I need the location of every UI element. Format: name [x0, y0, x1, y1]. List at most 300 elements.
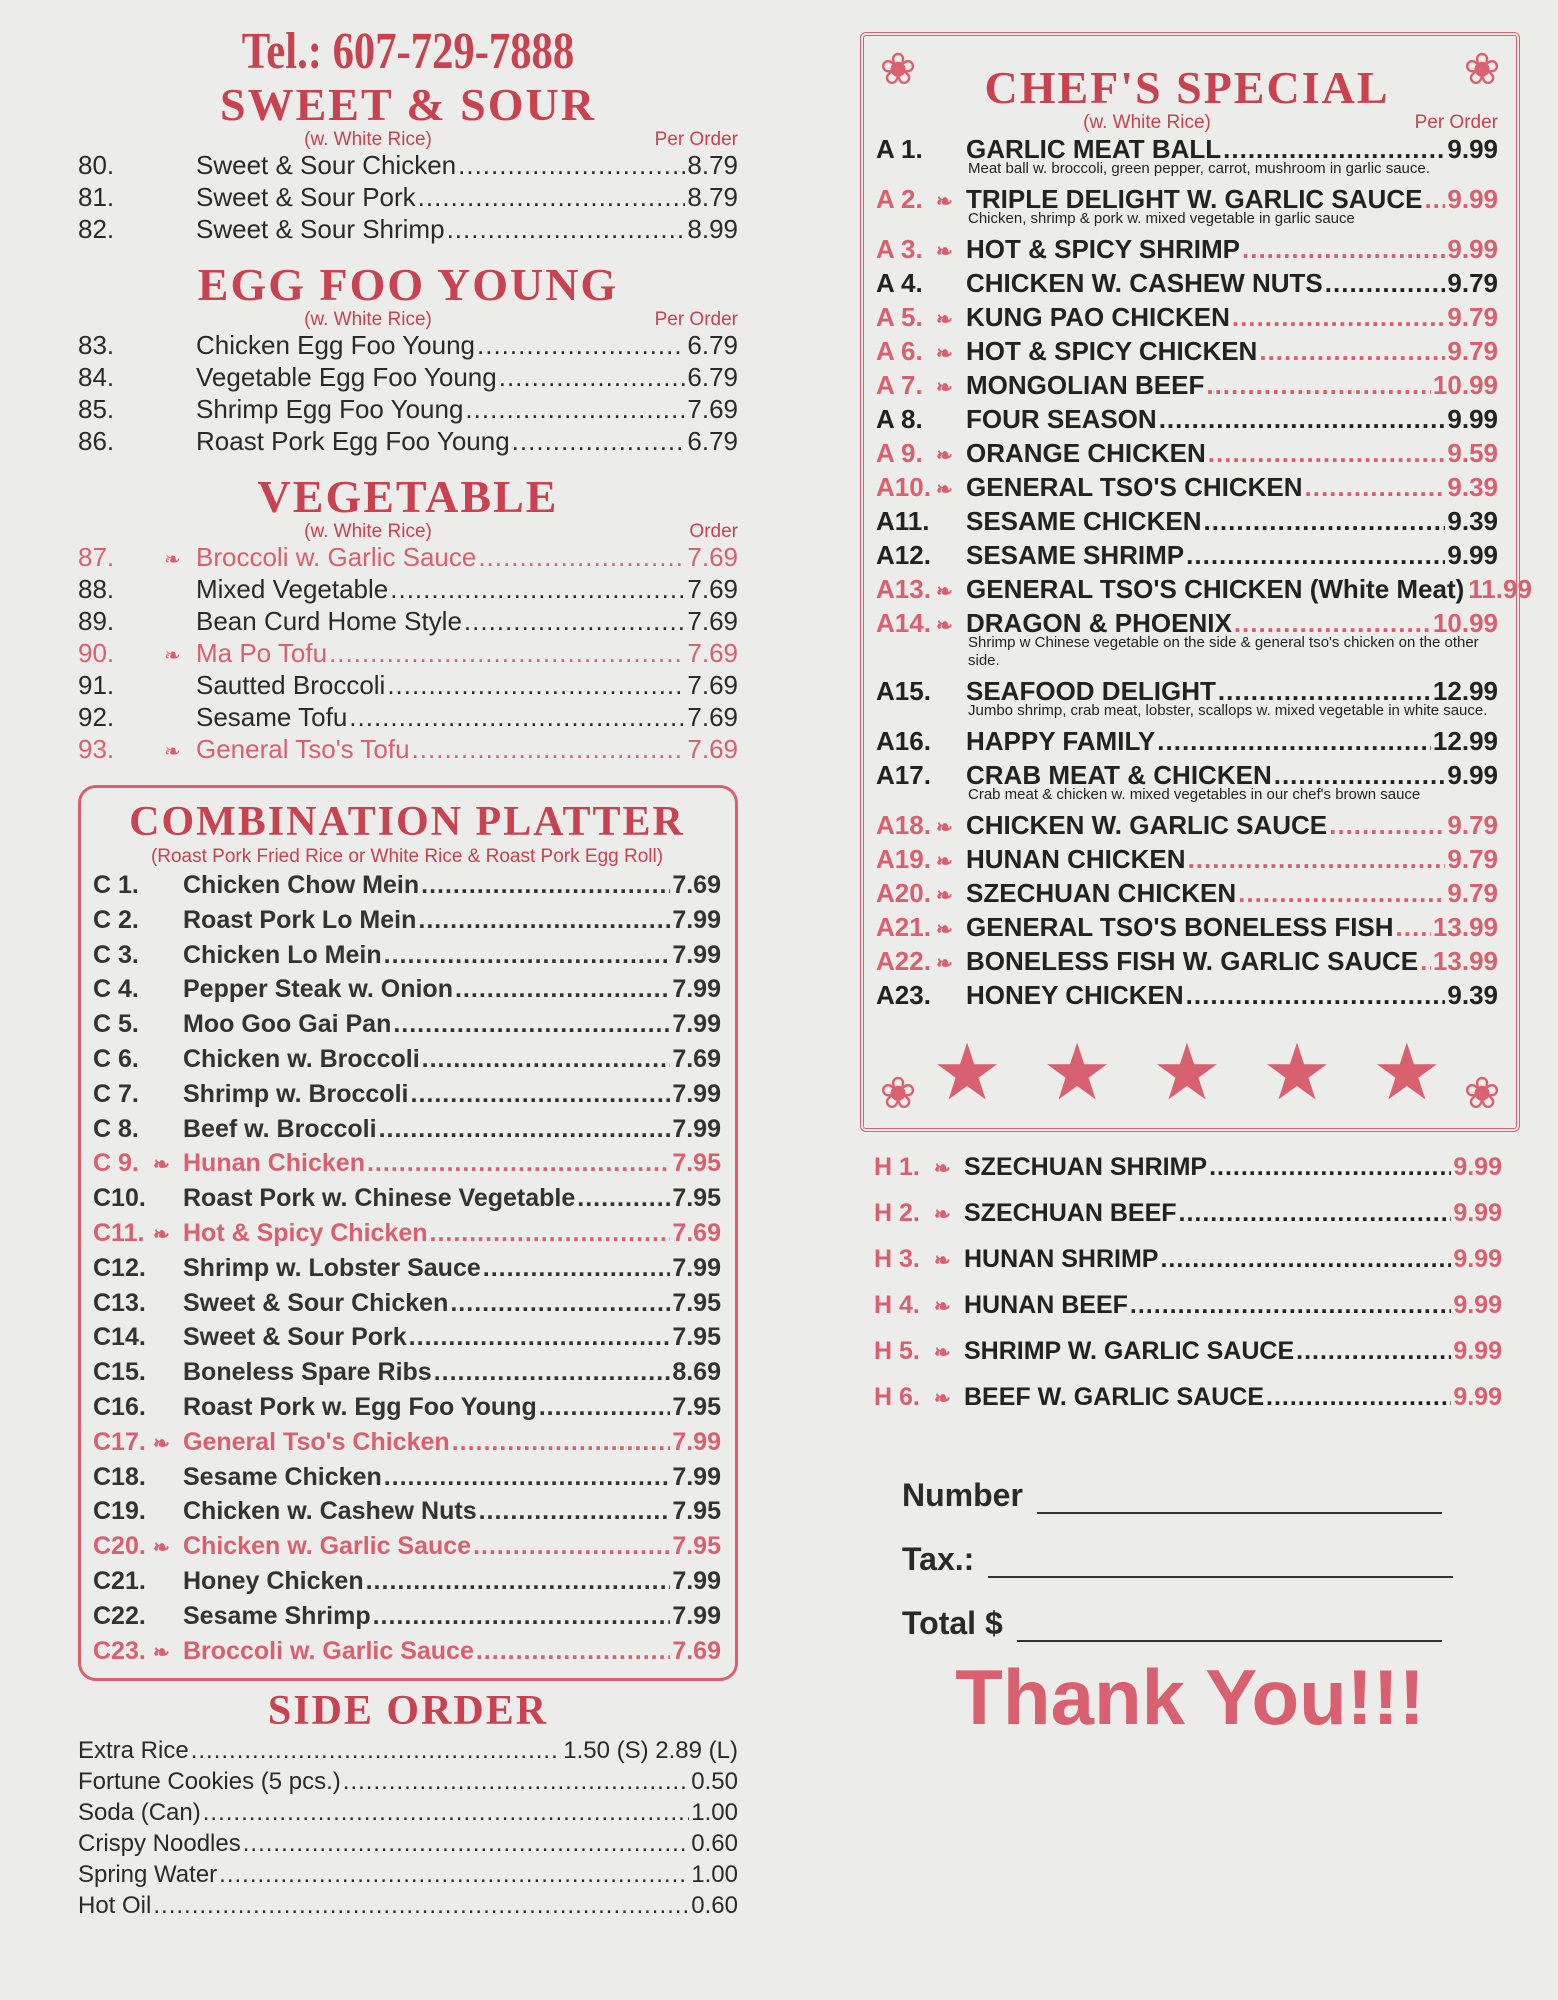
leader-dots [409, 1320, 671, 1355]
side-order-section [78, 1687, 738, 1921]
pepper-icon: ❧ [936, 851, 953, 873]
leader-dots [367, 1146, 670, 1181]
left-column [78, 0, 738, 1921]
leader-dots [219, 1859, 689, 1890]
item-number: H 1. [874, 1153, 920, 1181]
pepper-icon: ❧ [934, 1296, 951, 1318]
pepper-icon: ❧ [153, 1223, 170, 1246]
menu-item [93, 1320, 721, 1355]
item-price: 7.69 [687, 606, 738, 636]
item-name: Sweet & Sour Chicken [183, 1288, 449, 1317]
star-icon: ★ [1152, 1028, 1222, 1116]
item-name: Chicken w. Cashew Nuts [183, 1497, 477, 1526]
menu-item [93, 1216, 721, 1251]
item-price: 7.69 [672, 1218, 721, 1247]
leader-dots [1188, 842, 1446, 876]
item-name: HOT & SPICY SHRIMP [966, 234, 1241, 264]
menu-item [874, 1282, 1502, 1328]
item-price: 7.99 [672, 1462, 721, 1491]
vegetable-section [78, 473, 738, 765]
item-name: Chicken Chow Mein [183, 871, 420, 899]
item-name: BONELESS FISH W. GARLIC SAUCE [966, 946, 1419, 976]
item-number: C12. [93, 1253, 146, 1282]
item-number: C 6. [93, 1044, 139, 1073]
item-number: 86. [78, 426, 115, 456]
item-number: A 1. [876, 134, 923, 164]
item-price: 0.60 [691, 1830, 738, 1858]
menu-item [876, 724, 1498, 758]
leader-dots [349, 701, 685, 733]
leader-dots [1130, 1282, 1451, 1328]
menu-item [93, 1042, 721, 1077]
pepper-icon: ❧ [936, 817, 953, 839]
leader-dots [421, 868, 670, 903]
leader-dots [1232, 300, 1446, 334]
pepper-icon: ❧ [153, 1432, 170, 1455]
item-name: SZECHUAN CHICKEN [966, 878, 1237, 908]
pepper-icon: ❧ [153, 1154, 170, 1177]
item-price: 9.99 [1447, 234, 1498, 264]
item-number: C17. [93, 1427, 146, 1456]
menu-item [78, 573, 738, 605]
star-icon: ★ [1261, 1028, 1332, 1116]
pepper-icon: ❧ [936, 953, 953, 975]
item-price: 13.99 [1432, 912, 1498, 942]
item-price: 7.99 [672, 975, 721, 1004]
item-number: 85. [78, 394, 115, 424]
menu-item [78, 1797, 738, 1828]
item-name: Shrimp w. Broccoli [183, 1079, 409, 1108]
item-name: SEAFOOD DELIGHT [966, 676, 1216, 706]
pepper-icon: ❧ [934, 1158, 951, 1180]
leader-dots [343, 1766, 690, 1797]
leader-dots [577, 1181, 670, 1216]
section-title: EGG FOO YOUNG [197, 259, 619, 310]
leader-dots [512, 425, 686, 457]
menu-item [93, 1286, 721, 1321]
menu-item [78, 1859, 738, 1890]
menu-item [78, 1766, 738, 1797]
item-name: Sweet & Sour Shrimp [196, 214, 445, 244]
ornament-icon: ❀ [1463, 45, 1501, 94]
item-number: A10. [876, 472, 931, 502]
item-number: C23. [93, 1636, 146, 1665]
leader-dots [411, 1077, 671, 1112]
item-number: 84. [78, 362, 115, 392]
menu-item [93, 1007, 721, 1042]
item-name: Roast Pork Egg Foo Young [196, 426, 510, 456]
menu-item [876, 944, 1498, 978]
item-number: 91. [78, 670, 115, 700]
menu-item [78, 1735, 738, 1766]
item-price: 7.69 [687, 542, 738, 572]
menu-item [93, 1494, 721, 1529]
item-name: SZECHUAN SHRIMP [964, 1153, 1208, 1181]
menu-item [874, 1328, 1502, 1374]
item-name: Crispy Noodles [78, 1830, 241, 1858]
item-name: Sweet & Sour Pork [183, 1323, 407, 1352]
menu-item [876, 402, 1498, 436]
item-price: 0.60 [691, 1892, 738, 1920]
item-description: Meat ball w. broccoli, green pepper, carrot, mushroom in garlic sauce. [968, 160, 1430, 177]
item-price: 9.99 [1447, 760, 1498, 790]
menu-item [78, 541, 738, 573]
menu-item [876, 842, 1498, 876]
item-price: 7.99 [672, 905, 721, 934]
section-subtitle: (w. White Rice) [304, 129, 432, 150]
star-icon: ★ [1371, 1028, 1442, 1116]
leader-dots [384, 938, 671, 973]
item-name: Extra Rice [78, 1737, 189, 1765]
total-field[interactable] [1017, 1610, 1442, 1642]
item-name: Shrimp w. Lobster Sauce [183, 1253, 481, 1282]
leader-dots [329, 637, 685, 669]
menu-item [93, 1529, 721, 1564]
per-order-label: Per Order [654, 129, 738, 150]
item-price: 7.69 [672, 871, 721, 899]
item-name: General Tso's Tofu [196, 734, 410, 764]
stars-row [876, 1028, 1498, 1116]
item-name: Sautted Broccoli [196, 670, 386, 700]
item-name: BEEF W. GARLIC SAUCE [964, 1383, 1265, 1411]
item-price: 9.39 [1447, 506, 1498, 536]
menu-item [876, 470, 1498, 504]
combination-platter-box [78, 785, 738, 1681]
section-title: COMBINATION PLATTER [129, 799, 685, 845]
per-order-label: Order [689, 521, 738, 542]
leader-dots [153, 1890, 689, 1921]
pepper-icon: ❧ [936, 445, 953, 467]
menu-item [93, 1251, 721, 1286]
leader-dots [1179, 1190, 1452, 1236]
item-price: 9.39 [1447, 980, 1498, 1010]
item-name: Vegetable Egg Foo Young [196, 362, 497, 392]
item-number: C 2. [93, 905, 139, 934]
right-column [860, 0, 1532, 1743]
menu-item [78, 1890, 738, 1921]
item-number: C 4. [93, 975, 139, 1004]
tax-field[interactable] [988, 1546, 1453, 1578]
ornament-icon: ❀ [879, 1069, 917, 1118]
pepper-icon: ❧ [936, 479, 953, 501]
pepper-icon: ❧ [936, 191, 953, 213]
menu-item [876, 808, 1498, 842]
section-title: SWEET & SOUR [220, 79, 596, 130]
item-name: FOUR SEASON [966, 404, 1157, 434]
item-name: GARLIC MEAT BALL [966, 134, 1222, 164]
item-name: Pepper Steak w. Onion [183, 975, 453, 1004]
item-number: A22. [876, 946, 931, 976]
pepper-icon: ❧ [934, 1388, 951, 1410]
item-name: Mixed Vegetable [196, 574, 389, 604]
leader-dots [478, 541, 685, 573]
leader-dots [1209, 1144, 1451, 1190]
item-number: A19. [876, 844, 931, 874]
item-name: Boneless Spare Ribs [183, 1358, 432, 1387]
leader-dots [243, 1828, 690, 1859]
leader-dots [1238, 876, 1445, 910]
item-name: Shrimp Egg Foo Young [196, 394, 464, 424]
menu-item [93, 1077, 721, 1112]
leader-dots [379, 1112, 671, 1147]
number-field[interactable] [1037, 1482, 1442, 1514]
item-name: TRIPLE DELIGHT W. GARLIC SAUCE [966, 184, 1423, 214]
section-subtitle: (Roast Pork Fried Rice or White Rice & Roast Pork Egg Roll) [150, 846, 664, 867]
item-price: 1.00 [691, 1861, 738, 1889]
leader-dots [1157, 724, 1431, 758]
item-number: C20. [93, 1532, 146, 1561]
item-price: 8.99 [687, 214, 738, 244]
leader-dots [390, 573, 685, 605]
section-subtitle: (w. White Rice) [304, 309, 432, 330]
item-price: 7.99 [672, 1427, 721, 1456]
item-name: KUNG PAO CHICKEN [966, 302, 1230, 332]
menu-item [78, 329, 738, 361]
menu-item [93, 1564, 721, 1599]
leader-dots [1186, 538, 1445, 572]
leader-dots [450, 1286, 670, 1321]
item-price: 7.69 [687, 702, 738, 732]
leader-dots [483, 1251, 671, 1286]
item-price: 1.00 [691, 1799, 738, 1827]
item-number: A 4. [876, 268, 923, 298]
item-price: 9.79 [1447, 336, 1498, 366]
item-price: 9.79 [1447, 878, 1498, 908]
item-price: 9.79 [1447, 268, 1498, 298]
menu-item [78, 393, 738, 425]
item-number: C16. [93, 1392, 146, 1421]
item-number: A21. [876, 912, 931, 942]
pepper-icon: ❧ [936, 309, 953, 331]
leader-dots [203, 1797, 690, 1828]
item-number: C14. [93, 1323, 146, 1352]
menu-item [78, 1828, 738, 1859]
item-number: 88. [78, 574, 115, 604]
item-number: C15. [93, 1358, 146, 1387]
order-form [860, 1450, 1520, 1642]
item-number: A12. [876, 540, 931, 570]
menu-item [876, 538, 1498, 572]
item-number: A 7. [876, 370, 923, 400]
menu-item [93, 1355, 721, 1390]
menu-item [876, 978, 1498, 1012]
section-title: CHEF'S SPECIAL [984, 62, 1390, 113]
pepper-icon: ❧ [153, 1537, 170, 1560]
item-number: C19. [93, 1497, 146, 1526]
item-number: H 6. [874, 1383, 920, 1411]
item-name: General Tso's Chicken [183, 1427, 450, 1456]
item-name: CRAB MEAT & CHICKEN [966, 760, 1272, 790]
menu-item [93, 1112, 721, 1147]
leader-dots [452, 1425, 671, 1460]
star-icon: ★ [1042, 1028, 1113, 1116]
menu-item [876, 504, 1498, 538]
pepper-icon: ❧ [934, 1342, 951, 1364]
item-number: C 3. [93, 940, 139, 969]
item-price: 7.69 [687, 574, 738, 604]
item-price: 7.99 [672, 1010, 721, 1039]
item-description: Jumbo shrimp, crab meat, lobster, scallops w. mixed vegetable in white sauce. [968, 702, 1488, 719]
pepper-icon: ❧ [936, 919, 953, 941]
item-name: SHRIMP W. GARLIC SAUCE [964, 1337, 1295, 1365]
pepper-icon: ❧ [164, 645, 181, 667]
item-name: Sweet & Sour Pork [196, 182, 416, 212]
item-price: 7.99 [672, 1253, 721, 1282]
item-name: HUNAN BEEF [964, 1291, 1128, 1319]
menu-item [78, 361, 738, 393]
item-number: C 9. [93, 1149, 139, 1178]
item-name: HUNAN CHICKEN [966, 844, 1186, 874]
section-title: VEGETABLE [257, 471, 559, 522]
pepper-icon: ❧ [934, 1204, 951, 1226]
item-price: 8.79 [687, 150, 738, 180]
item-name: Broccoli w. Garlic Sauce [196, 542, 477, 572]
menu-item [93, 938, 721, 973]
item-price: 8.69 [672, 1358, 721, 1387]
item-name: Spring Water [78, 1861, 218, 1889]
leader-dots [1396, 910, 1431, 944]
item-price: 9.79 [1447, 302, 1498, 332]
section-subtitle: (w. White Rice) [1083, 112, 1211, 133]
item-description: Chicken, shrimp & pork w. mixed vegetable in garlic sauce [968, 210, 1355, 227]
item-price: 8.79 [687, 182, 738, 212]
star-icon: ★ [932, 1028, 1003, 1116]
item-price: 12.99 [1432, 676, 1498, 706]
item-number: 80. [78, 150, 115, 180]
item-price: 9.79 [1447, 810, 1498, 840]
leader-dots [1329, 808, 1445, 842]
item-price: 9.99 [1447, 134, 1498, 164]
menu-item [876, 368, 1498, 402]
pepper-icon: ❧ [153, 1641, 170, 1664]
menu-item [874, 1190, 1502, 1236]
item-price: 7.69 [687, 638, 738, 668]
item-number: A13. [876, 574, 931, 604]
item-price: 7.99 [672, 1566, 721, 1595]
pepper-icon: ❧ [936, 581, 953, 603]
item-name: HAPPY FAMILY [966, 726, 1156, 756]
item-price: 13.99 [1432, 946, 1498, 976]
item-price: 10.99 [1432, 370, 1498, 400]
menu-item [93, 1460, 721, 1495]
item-number: A 2. [876, 184, 923, 214]
menu-item [78, 669, 738, 701]
item-name: CHICKEN W. CASHEW NUTS [966, 268, 1323, 298]
item-name: Hunan Chicken [183, 1149, 365, 1178]
pepper-icon: ❧ [936, 885, 953, 907]
number-label: Number [902, 1477, 1023, 1513]
item-price: 7.95 [672, 1288, 721, 1317]
item-price: 7.99 [672, 940, 721, 969]
item-name: Moo Goo Gai Pan [183, 1010, 392, 1039]
item-price: 9.99 [1453, 1383, 1502, 1411]
leader-dots [384, 1460, 671, 1495]
item-name: HOT & SPICY CHICKEN [966, 336, 1258, 366]
item-name: Honey Chicken [183, 1566, 364, 1595]
item-price: 9.99 [1453, 1245, 1502, 1273]
leader-dots [458, 149, 685, 181]
menu-item [874, 1236, 1502, 1282]
item-name: Sesame Chicken [183, 1462, 382, 1491]
item-name: DRAGON & PHOENIX [966, 608, 1232, 638]
item-number: C18. [93, 1462, 146, 1491]
pepper-icon: ❧ [936, 615, 953, 637]
item-number: 92. [78, 702, 115, 732]
item-number: 83. [78, 330, 115, 360]
leader-dots [464, 605, 685, 637]
pepper-icon: ❧ [936, 241, 953, 263]
pepper-icon: ❧ [936, 377, 953, 399]
sweet-sour-section [78, 81, 738, 245]
leader-dots [366, 1564, 671, 1599]
item-name: Roast Pork w. Chinese Vegetable [183, 1184, 576, 1213]
item-price: 7.69 [687, 734, 738, 764]
item-number: A18. [876, 810, 931, 840]
item-name: Beef w. Broccoli [183, 1114, 377, 1143]
menu-item [93, 1181, 721, 1216]
menu-item [78, 637, 738, 669]
menu-item [78, 181, 738, 213]
per-order-label: Per Order [1414, 112, 1498, 133]
menu-item [874, 1144, 1502, 1190]
item-price: 9.99 [1453, 1337, 1502, 1365]
leader-dots [191, 1735, 562, 1766]
tax-label: Tax.: [902, 1541, 975, 1577]
item-price: 7.95 [672, 1323, 721, 1352]
item-number: 90. [78, 638, 115, 668]
leader-dots [1266, 1374, 1451, 1420]
thank-you-text: Thank You!!! [955, 1653, 1425, 1741]
item-number: C13. [93, 1288, 146, 1317]
item-price: 9.39 [1447, 472, 1498, 502]
item-number: C11. [93, 1218, 145, 1247]
item-number: A11. [876, 506, 930, 536]
egg-foo-young-section [78, 261, 738, 457]
item-price: 9.99 [1447, 184, 1498, 214]
item-price: 7.69 [687, 394, 738, 424]
leader-dots [373, 1599, 671, 1634]
item-name: Chicken w. Broccoli [183, 1044, 420, 1073]
item-description: Crab meat & chicken w. mixed vegetables in our chef's brown sauce [968, 786, 1421, 803]
leader-dots [1203, 504, 1445, 538]
menu-item [876, 876, 1498, 910]
section-subtitle: (w. White Rice) [304, 521, 432, 542]
item-price: 7.95 [672, 1532, 721, 1561]
pepper-icon: ❧ [936, 343, 953, 365]
phone-number: Tel.: 607-729-7888 [241, 23, 575, 80]
item-price: 6.79 [687, 330, 738, 360]
item-name: SZECHUAN BEEF [964, 1199, 1177, 1227]
item-number: 87. [78, 542, 115, 572]
item-number: A 5. [876, 302, 923, 332]
item-number: C 1. [93, 871, 139, 899]
leader-dots [499, 361, 686, 393]
item-price: 10.99 [1432, 608, 1498, 638]
leader-dots [430, 1216, 671, 1251]
item-name: HUNAN SHRIMP [964, 1245, 1159, 1273]
leader-dots [1296, 1328, 1451, 1374]
item-name: Sesame Shrimp [183, 1601, 371, 1630]
menu-item [876, 334, 1498, 368]
item-name: MONGOLIAN BEEF [966, 370, 1205, 400]
menu-item [874, 1374, 1502, 1420]
item-name: Chicken w. Garlic Sauce [183, 1532, 472, 1561]
item-price: 6.79 [687, 426, 738, 456]
item-number: C 7. [93, 1079, 139, 1108]
item-number: 81. [78, 182, 115, 212]
item-price: 9.59 [1447, 438, 1498, 468]
ornament-icon: ❀ [879, 45, 917, 94]
